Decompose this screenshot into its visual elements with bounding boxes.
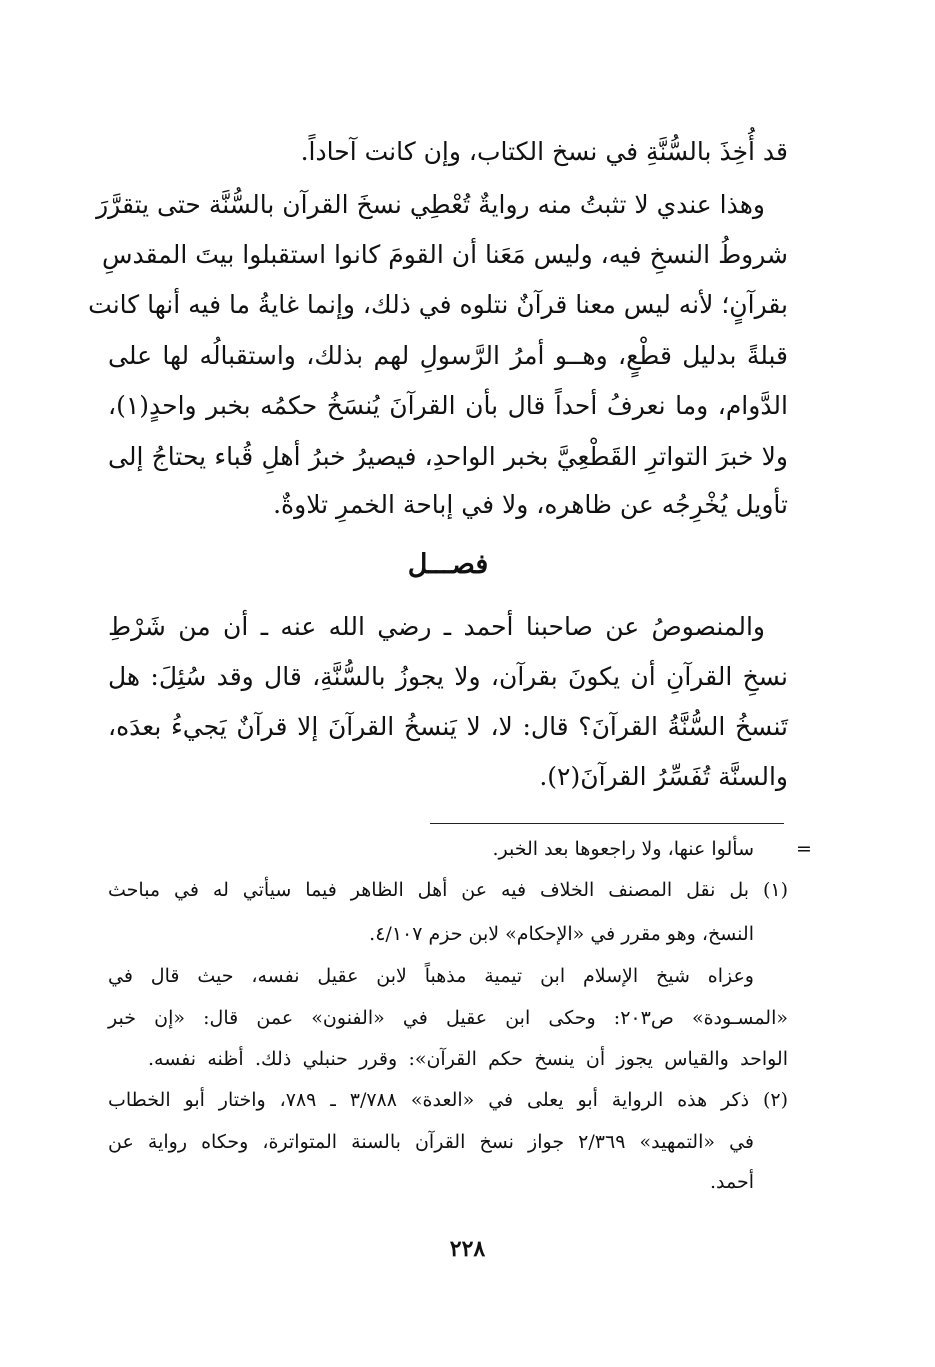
body-line: ولا خبرَ التواترِ القَطْعِيَّ بخبر الواحدِ، فيصيرُ خبرُ أهلِ قُباء يحتاجُ إلى xyxy=(108,442,788,471)
footnote-2-line: في «التمهيد» ٢/٣٦٩ جواز نسخ القرآن بالسنة المتواترة، وحكاه رواية عن xyxy=(108,1131,755,1153)
footnote-1-line: النسخ، وهو مقرر في «الإحكام» لابن حزم ٤/١٠٧. xyxy=(369,923,754,945)
footnote-1-line: الواحد والقياس يجوز أن ينسخ حكم القرآن»: وقرر حنبلي ذلك. أظنه نفسه. xyxy=(148,1048,788,1070)
footnote-1-line: (١) بل نقل المصنف الخلاف فيه عن أهل الظاهر فيما سيأتي له في مباحث xyxy=(108,879,788,901)
body-line: والمنصوصُ عن صاحبنا أحمد ـ رضي الله عنه ـ أن من شَرْطِ xyxy=(108,612,765,641)
body-line: نسخِ القرآنِ أن يكونَ بقرآن، ولا يجوزُ بالسُّنَّةِ، قال وقد سُئِلَ: هل xyxy=(108,662,788,691)
footnote-continuation: سألوا عنها، ولا راجعوها بعد الخبر. xyxy=(492,838,754,860)
footnote-continuation-mark: = xyxy=(796,838,812,860)
footnote-separator xyxy=(430,823,784,824)
body-line: بقرآنٍ؛ لأنه ليس معنا قرآنٌ نتلوه في ذلك، وإنما غايةُ ما فيه أنها كانت xyxy=(88,290,788,319)
footnote-1-line: «المسـودة» ص٢٠٣: وحكى ابن عقيل في «الفنون» عمن قال: «إن خبر xyxy=(108,1007,789,1029)
page-number: ٢٢٨ xyxy=(449,1236,486,1262)
body-line: وهذا عندي لا تثبتُ منه روايةٌ تُعْطِي نسخَ القرآن بالسُّنَّة حتى يتقرَّرَ xyxy=(96,190,765,219)
body-line: قد أُخِذَ بالسُّنَّةِ في نسخ الكتاب، وإن كانت آحاداً. xyxy=(300,137,788,166)
body-line: قبلةً بدليل قطْعٍ، وهــو أمرُ الرَّسولِ لهم بذلك، واستقبالُه لها على xyxy=(108,341,788,370)
body-line: تَنسخُ السُّنَّةُ القرآنَ؟ قال: لا، لا يَنسخُ القرآنَ إلا قرآنٌ يَجيءُ بعدَه، xyxy=(108,712,788,741)
body-line: والسنَّة تُفَسِّرُ القرآنَ(٢). xyxy=(539,762,788,791)
footnote-2-line: (٢) ذكر هذه الرواية أبو يعلى في «العدة» ٣/٧٨٨ ـ ٧٨٩، واختار أبو الخطاب xyxy=(108,1089,788,1111)
body-line: شروطُ النسخِ فيه، وليس مَعَنا أن القومَ كانوا استقبلوا بيتَ المقدسِ xyxy=(102,240,788,269)
section-heading: فصـــل xyxy=(407,549,489,580)
footnote-1-line: وعزاه شيخ الإسلام ابن تيمية مذهباً لابن عقيل نفسه، حيث قال في xyxy=(108,965,754,987)
body-line: الدَّوام، وما نعرفُ أحداً قال بأن القرآنَ يُنسَخُ حكمُه بخبر واحدٍ(١)، xyxy=(108,391,788,420)
footnote-2-line: أحمد. xyxy=(709,1171,754,1193)
body-line: تأويل يُخْرِجُه عن ظاهره، ولا في إباحة الخمرِ تلاوةٌ. xyxy=(273,490,788,519)
